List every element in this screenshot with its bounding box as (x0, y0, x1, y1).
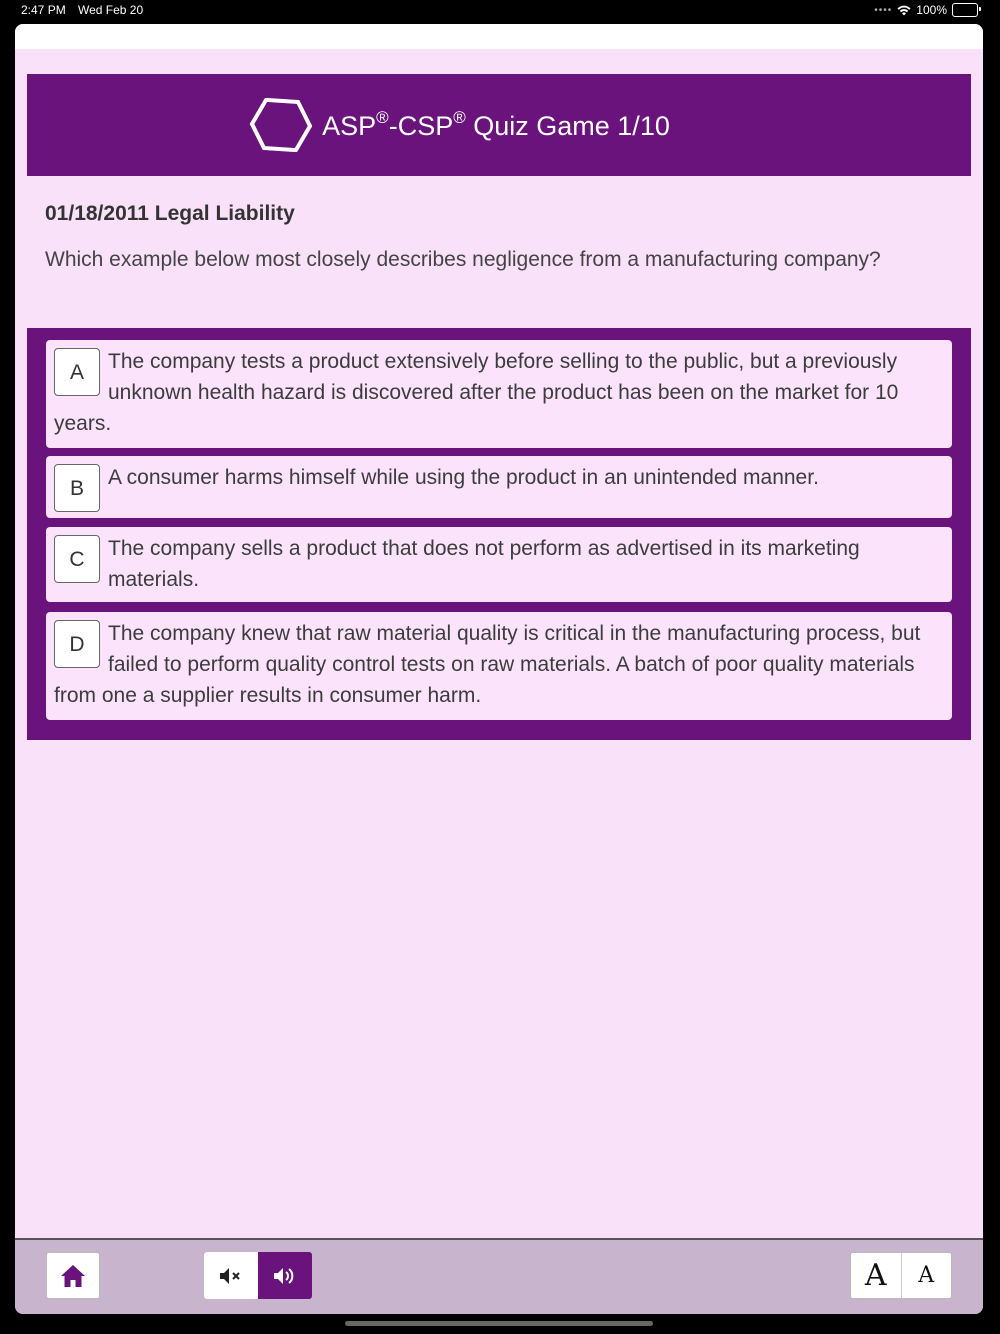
mute-icon (219, 1267, 243, 1285)
home-button[interactable] (46, 1252, 100, 1299)
speaker-icon (273, 1267, 297, 1285)
answer-letter: A (54, 348, 100, 396)
quiz-title: ASP®-CSP® Quiz Game 1/10 (322, 108, 670, 141)
cellular-dots-icon: •••• (874, 4, 893, 16)
battery-icon (952, 3, 978, 17)
answer-option-d[interactable] (46, 612, 952, 720)
battery-percent: 100% (916, 3, 947, 17)
status-right (874, 3, 978, 17)
answer-option-b[interactable] (46, 456, 952, 518)
bottom-toolbar (15, 1238, 983, 1314)
status-time: 2:47 PM (21, 3, 66, 17)
app-window (15, 24, 983, 1314)
answer-text: The company knew that raw material quality is critical in the manufacturing process, but failed to perform quality control tests on raw materials. A batch of poor quality materials from one a supplier results in consumer harm. (54, 622, 921, 707)
quiz-header (27, 74, 971, 176)
increase-font-button[interactable]: A (851, 1253, 902, 1298)
answer-text: The company tests a product extensively before selling to the public, but a previously unknown health hazard is discovered after the product has been on the market for 10 years. (54, 350, 899, 435)
question-block (45, 202, 945, 273)
answers-panel (27, 328, 971, 740)
answer-letter: C (54, 535, 100, 583)
font-size-controls (850, 1252, 952, 1299)
hexagon-logo-icon (248, 92, 314, 158)
home-indicator[interactable] (345, 1321, 653, 1326)
home-icon (60, 1264, 86, 1288)
sound-on-button[interactable] (258, 1252, 312, 1299)
answer-text: A consumer harms himself while using the product in an unintended manner. (108, 466, 819, 489)
answer-letter: B (54, 464, 100, 512)
question-title: 01/18/2011 Legal Liability (45, 202, 295, 225)
wifi-icon (897, 5, 911, 16)
top-strip (15, 24, 983, 49)
mute-button[interactable] (204, 1252, 258, 1299)
status-bar (0, 0, 1000, 24)
sound-toggle (204, 1252, 312, 1299)
answer-option-c[interactable] (46, 527, 952, 602)
decrease-font-button[interactable]: A (918, 1263, 935, 1288)
question-text: Which example below most closely describes negligence from a manufacturing company? (45, 248, 881, 271)
answer-letter: D (54, 620, 100, 668)
status-date: Wed Feb 20 (78, 3, 144, 17)
answer-option-a[interactable] (46, 340, 952, 448)
answer-text: The company sells a product that does not perform as advertised in its marketing materials. (108, 537, 860, 591)
